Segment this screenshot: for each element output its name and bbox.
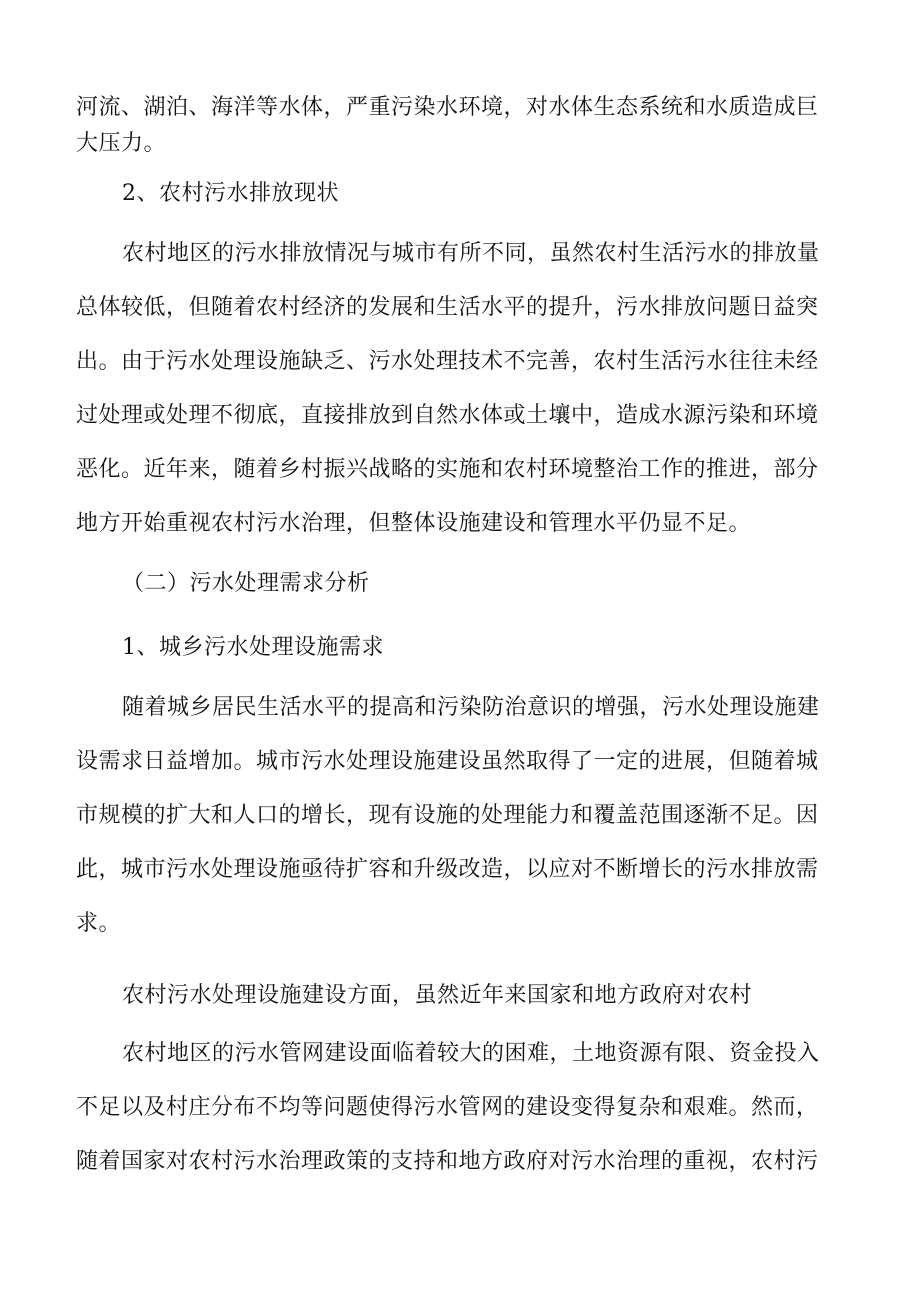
paragraph-line: 农村地区的污水管网建设面临着较大的困难，土地资源有限、资金投入 [122, 1041, 820, 1066]
paragraph-rural-pipe-network [76, 1036, 842, 1180]
paragraph-line: 市规模的扩大和人口的增长，现有设施的处理能力和覆盖范围逐渐不足。因 [76, 803, 819, 828]
paragraph-line: 此，城市污水处理设施亟待扩容和升级改造，以应对不断增长的污水排放需 [76, 857, 819, 882]
paragraph-line: 过处理或处理不彻底，直接排放到自然水体或土壤中，造成水源污染和环境 [76, 403, 819, 428]
paragraph-line: 不足以及村庄分布不均等问题使得污水管网的建设变得复杂和艰难。然而， [76, 1095, 819, 1120]
paragraph-urban-facility-demand [76, 690, 842, 942]
paragraph-line: 地方开始重视农村污水治理，但整体设施建设和管理水平仍显不足。 [76, 511, 752, 536]
heading-sewage-demand-analysis: （二）污水处理需求分析 [122, 571, 370, 596]
heading-facility-demand: 1、城乡污水处理设施需求 [122, 635, 384, 660]
paragraph-line: 随着城乡居民生活水平的提高和污染防治意识的增强，污水处理设施建 [122, 695, 820, 720]
paragraph-line: 大压力。 [76, 131, 167, 156]
paragraph-line: 求。 [76, 911, 122, 936]
paragraph-line: 河流、湖泊、海洋等水体，严重污染水环境，对水体生态系统和水质造成巨 [76, 95, 819, 120]
paragraph-line: 设需求日益增加。城市污水处理设施建设虽然取得了一定的进展，但随着城 [76, 749, 819, 774]
paragraph-rural-facility-construction: 农村污水处理设施建设方面，虽然近年来国家和地方政府对农村 [122, 983, 753, 1008]
heading-rural-sewage-status: 2、农村污水排放现状 [122, 181, 339, 206]
paragraph-line: 随着国家对农村污水治理政策的支持和地方政府对污水治理的重视，农村污 [76, 1149, 819, 1174]
paragraph-line: 总体较低，但随着农村经济的发展和生活水平的提升，污水排放问题日益突 [76, 295, 819, 320]
paragraph-rural-sewage-status [76, 236, 842, 542]
paragraph-line: 恶化。近年来，随着乡村振兴战略的实施和农村环境整治工作的推进，部分 [76, 457, 819, 482]
paragraph-water-pollution-continued [76, 90, 842, 162]
paragraph-line: 农村地区的污水排放情况与城市有所不同，虽然农村生活污水的排放量 [122, 241, 820, 266]
paragraph-line: 出。由于污水处理设施缺乏、污水处理技术不完善，农村生活污水往往未经 [76, 349, 819, 374]
